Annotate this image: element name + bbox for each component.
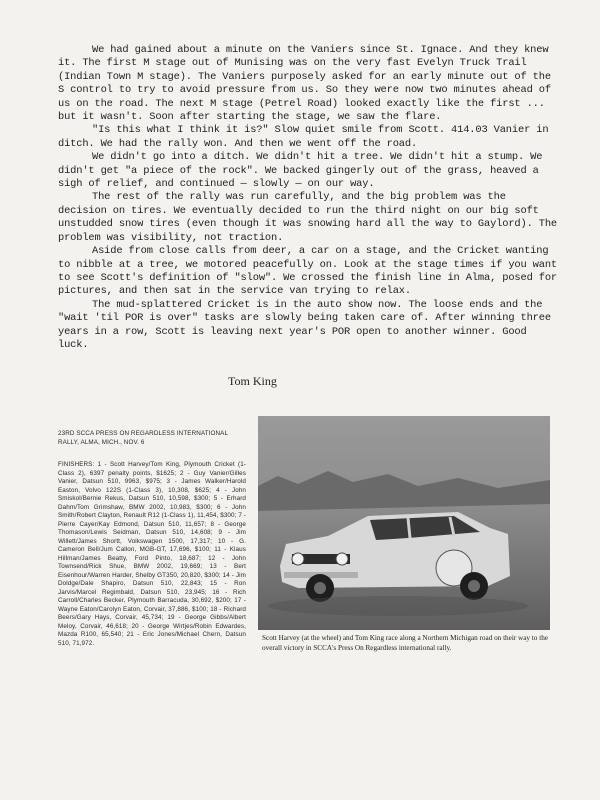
article-paragraph: We didn't go into a ditch. We didn't hit a tree. We didn't hit a stump. We didn't get "a piece of the rock". We backed gingerly out of the grass, heaved a sigh of relief, and continued — slowly — on our way.	[58, 151, 543, 191]
results-header: 23RD SCCA PRESS ON REGARDLESS INTERNATIONAL RALLY, ALMA, MICH., NOV. 6	[58, 430, 228, 446]
rally-results-clipping	[58, 430, 246, 648]
article-paragraph: The rest of the rally was run carefully, and the big problem was the decision on tires. We eventually decided to run the third night on our big soft unstudded snow tires (even though it was snowing hard all the way to Gaylord). The problem was visibility, not traction.	[58, 191, 558, 244]
rally-car-photo	[258, 416, 550, 630]
article-body	[58, 44, 558, 352]
rally-car-illustration	[258, 416, 550, 630]
article-paragraph: Aside from close calls from deer, a car on a stage, and the Cricket wanting to nibble at a tree, we motored peacefully on. Look at the stage times if you want to see Scott's definition of "slow". We crossed the finish line in Alma, posed for pictures, and then sat in the service van trying to relax.	[58, 245, 558, 298]
author-signature: Tom King	[228, 374, 277, 388]
article-paragraph: "Is this what I think it is?" Slow quiet smile from Scott. 414.03 Vanier in ditch. We had the rally won. And then we went off the road.	[58, 124, 549, 150]
article-paragraph: We had gained about a minute on the Vaniers since St. Ignace. And they knew it. The first M stage out of Munising was on the very fast Evelyn Truck Trail (Indian Town M stage). The Vaniers purposely asked for an early minute out of the S control to try to avoid pressure from us. So they were now two minutes ahead of us on the road. The next M stage (Petrel Road) looked exactly like the first ... but it wasn't. Soon after starting the stage, we saw the flare.	[58, 44, 551, 124]
headlight-right	[336, 553, 348, 565]
article-paragraph: The mud-splattered Cricket is in the auto show now. The loose ends and the "wait 'til POR is over" tasks are slowly being taken care of. After winning three years in a row, Scott is leaving next year's POR open to another winner. Good luck.	[58, 298, 551, 351]
headlight-left	[292, 553, 304, 565]
results-body: FINISHERS: 1 - Scott Harvey/Tom King, Plymouth Cricket (1-Class 2), 6397 penalty points, $1625; 2 - Guy Vanier/Gilles Vanier, Datsun 510, 9963, $975; 3 - James Walker/Harold Easton, Volvo 122S (1-Class 3), 10,308, $625; 4 - John Smiskol/Bernie Rekus, Datsun 510, 10,598, $300; 5 - Erhard Dahm/Tom Grimshaw, BMW 2002, 10,983, $300; 6 - John Smith/Robert Clayton, Renault R12 (1-Class 1), 11,454, $300; 7 - Pierre Cayer/Kay Edmond, Datsun 510, 11,657; 8 - George Thomason/Lewis Seidman, Datsun 510, 14,608; 9 - Jim Willett/James Shortt, Volkswagen 1500, 17,317; 10 - G. Cameron Bell/Jum Callon, MGB-GT, 17,696, $100; 11 - Klaus Hillman/James Beatty, Ford Pinto, 18,687; 12 - John Townsend/Rick Shue, BMW 2002, 19,669; 13 - Bert Eisenhour/Warren Harder, Shelby GT350, 20,820, $300; 14 - Jim Doldge/Dale Shapiro, Datsun 510, 22,843; 15 - Ron Jarvis/Marcel Regimbald, Datsun 510, 23,945; 16 - Rich Carroll/Charles Becker, Plymouth Barracuda, 30,692, $200; 17 - Wayne Eaton/Carolyn Eaton, Corvair, 37,886, $100; 18 - Richard Beers/Gary Hays, Corvair, 45,734; 19 - George Gibbs/Albert Meloy, Corvair, 46,618; 20 - George Wirtjes/Robin Edwardes, Mazda R100, 65,540; 21 - Eric Jones/Michael Chern, Datsun 510, 71,972.	[58, 461, 246, 647]
photo-caption: Scott Harvey (at the wheel) and Tom King race along a Northern Michigan road on their way to the overall victory in SCCA's Press On Regardless international rally.	[262, 634, 548, 652]
